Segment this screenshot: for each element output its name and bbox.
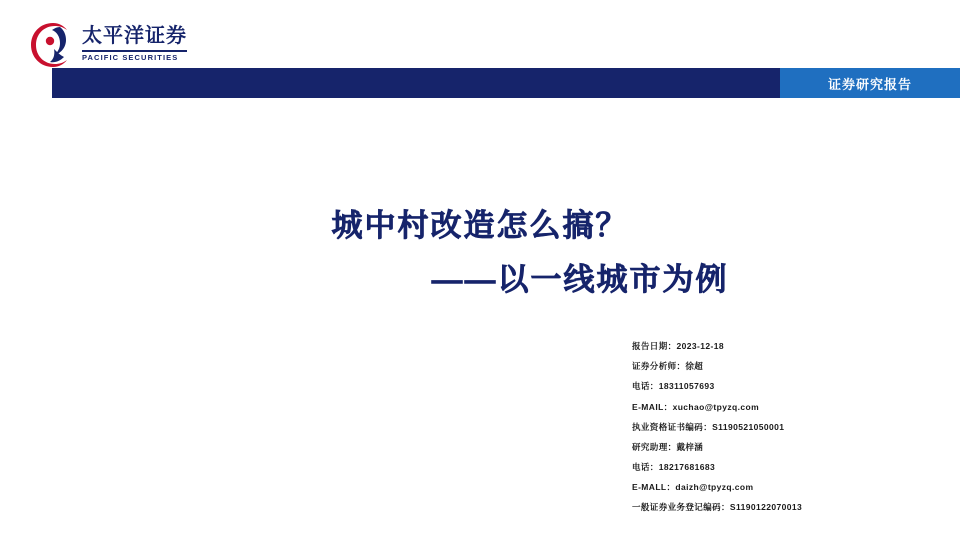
meta-registration-code: 一般证券业务登记编码：S1190122070013 bbox=[632, 502, 803, 513]
meta-report-date: 报告日期：2023-12-18 bbox=[632, 341, 724, 351]
meta-analyst-license: 执业资格证书编码：S1190521050001 bbox=[632, 421, 785, 432]
meta-analyst: 证券分析师：徐超 bbox=[632, 361, 704, 372]
logo-divider bbox=[82, 50, 187, 52]
meta-research-assistant: 研究助理：戴梓涵 bbox=[632, 441, 704, 452]
company-logo bbox=[30, 14, 187, 76]
header-banner bbox=[52, 68, 960, 98]
logo-name-en: PACIFIC SECURITIES bbox=[82, 53, 179, 63]
report-type-badge bbox=[780, 68, 960, 98]
meta-assistant-email: E-MALL：daizh@tpyzq.com bbox=[632, 482, 754, 493]
logo-name-cn: 太平洋证券 bbox=[82, 25, 187, 48]
report-type-label: 证券研究报告 bbox=[827, 76, 912, 92]
meta-analyst-email: E-MAIL：xuchao@tpyzq.com bbox=[632, 401, 760, 412]
title-main: 城中村改造怎么搞？ bbox=[331, 208, 629, 243]
logo-text bbox=[82, 25, 187, 64]
page-title bbox=[0, 205, 960, 301]
title-subtitle: ——以一线城市为例 bbox=[431, 261, 729, 297]
pacific-securities-logo-icon bbox=[30, 21, 76, 69]
meta-assistant-phone: 电话：18217681683 bbox=[632, 462, 716, 473]
meta-analyst-phone: 电话：18311057693 bbox=[632, 381, 715, 392]
report-metadata bbox=[632, 340, 952, 522]
